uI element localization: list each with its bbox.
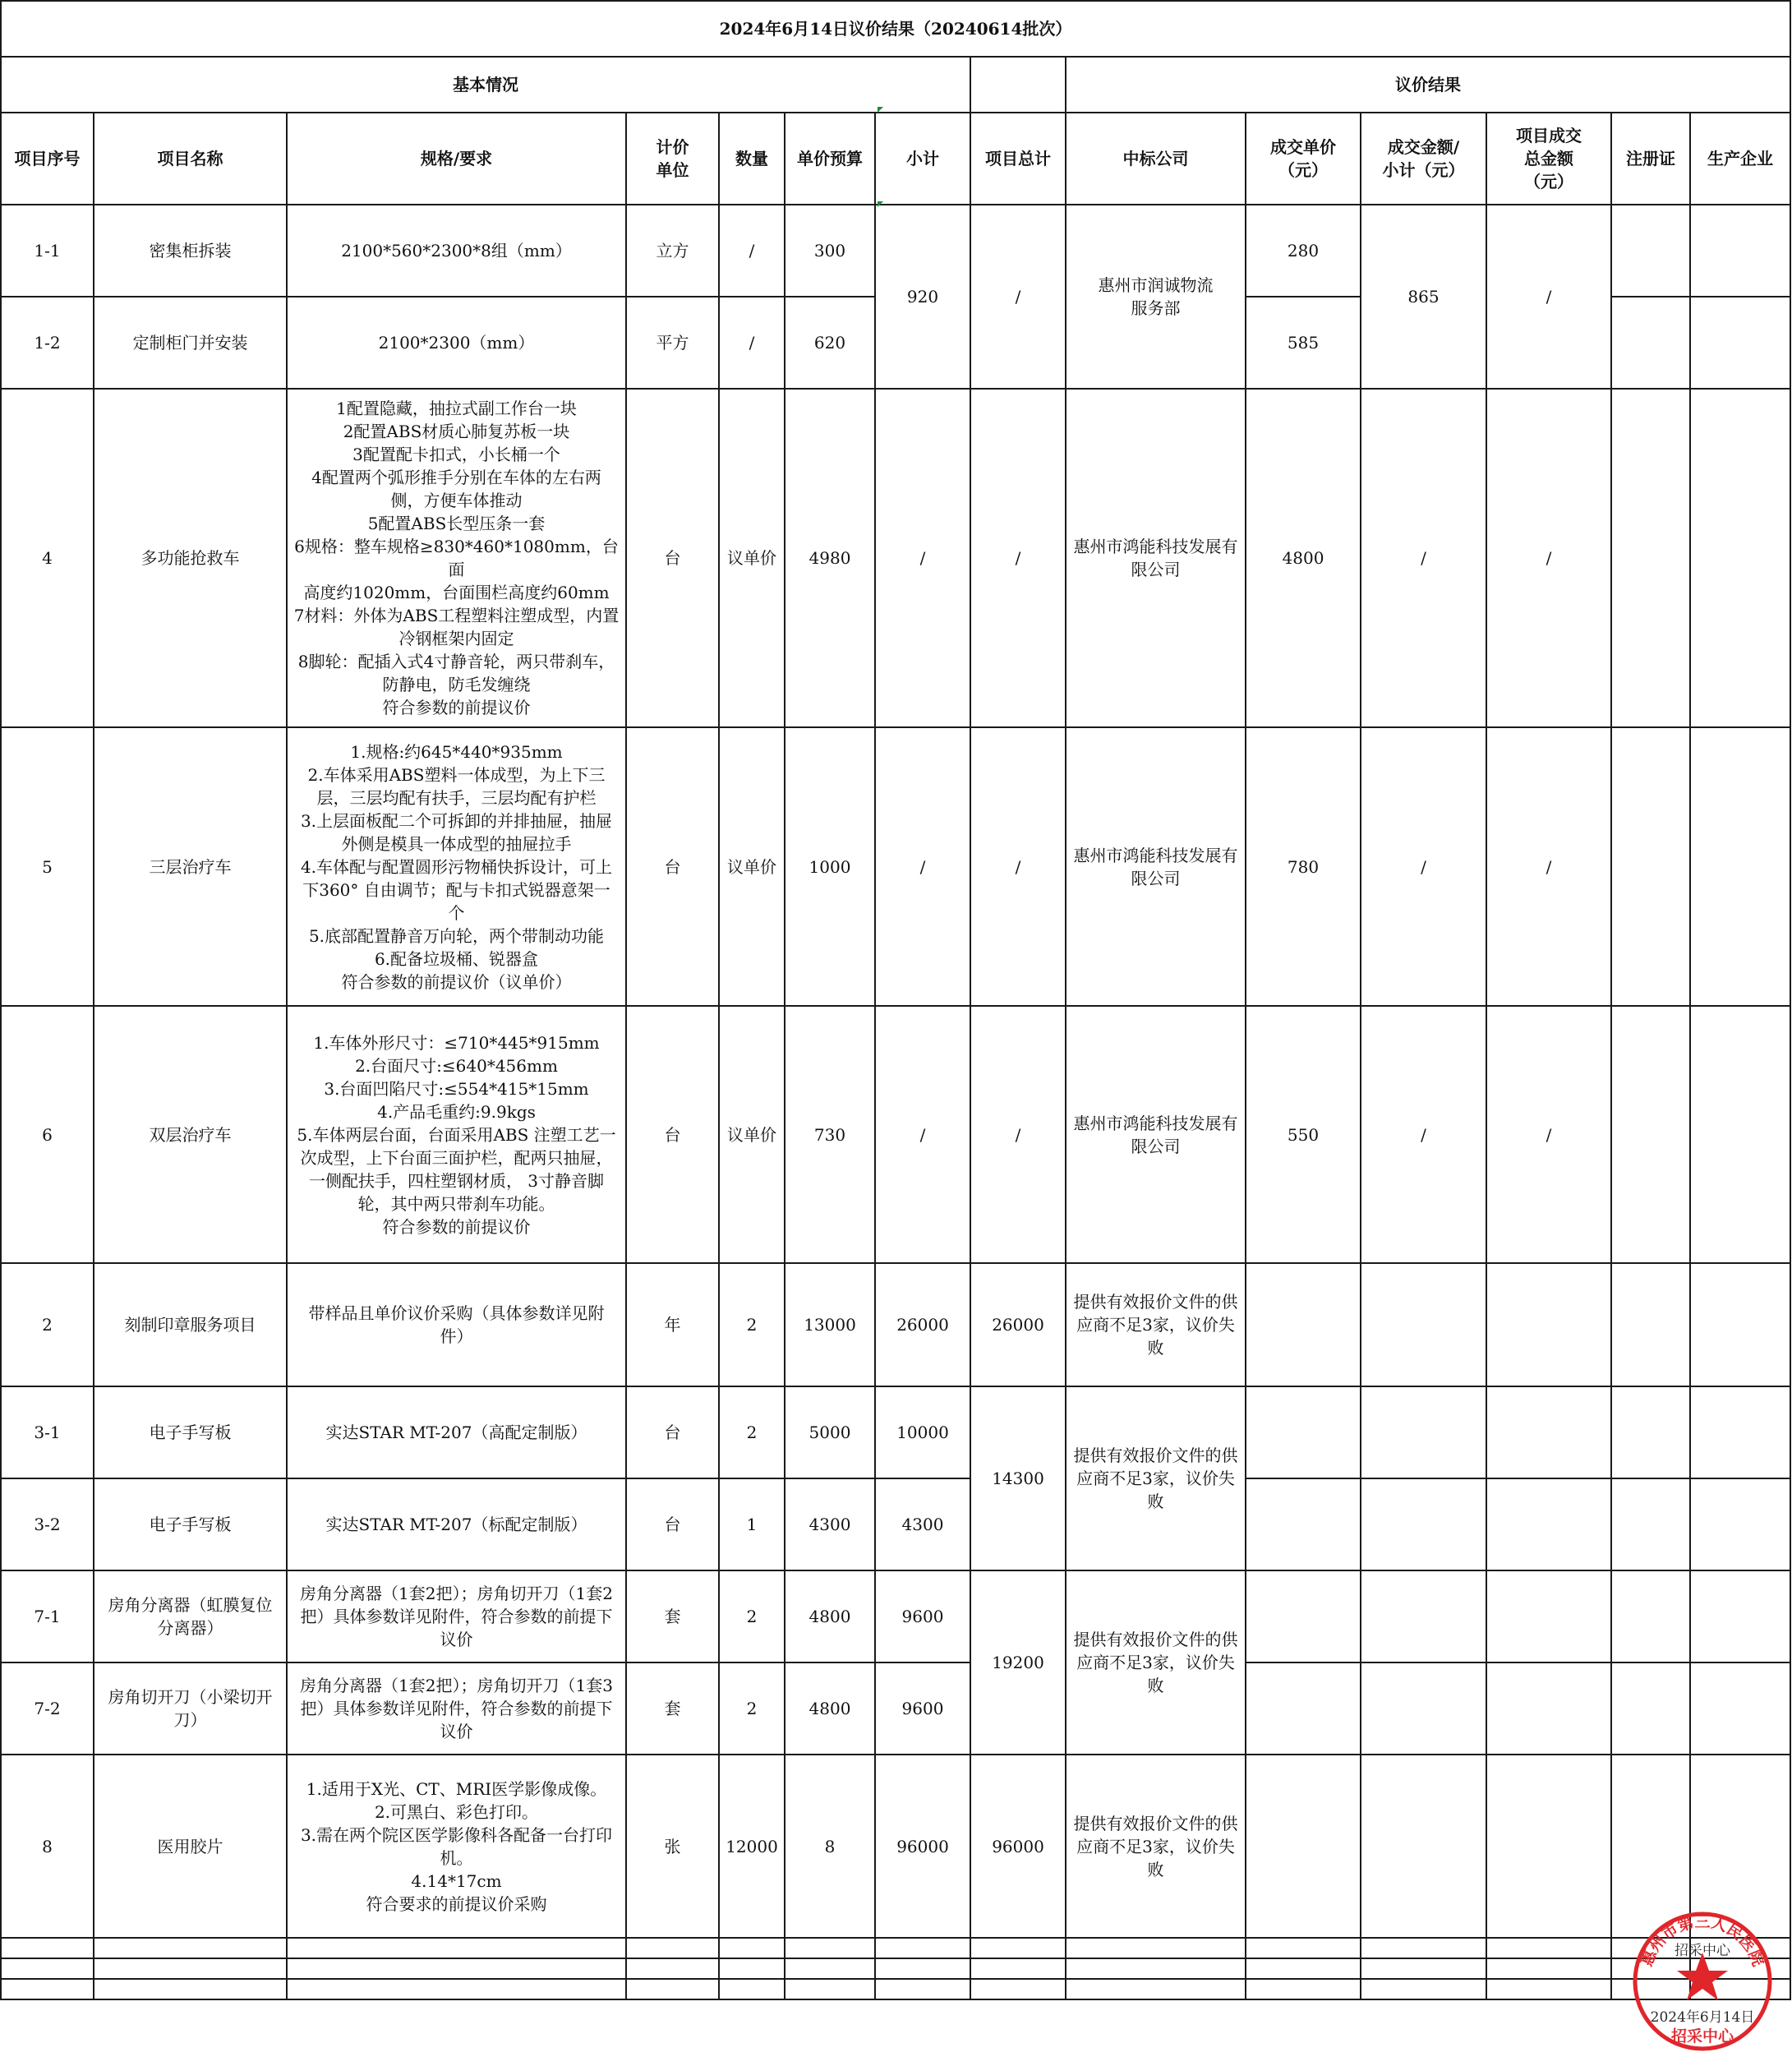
cell-subtotal: 9600 (875, 1570, 970, 1662)
cell-deal-price: 4800 (1246, 389, 1361, 727)
cell-spec: 1.适用于X光、CT、MRI医学影像成像。 2.可黑白、彩色打印。 3.需在两个院区医学影像科各配备一台打印 机。 4.14*17cm 符合要求的前提议价采购 (287, 1755, 626, 1938)
cell-registration (1611, 1006, 1690, 1263)
cell-name: 定制柜门并安装 (94, 297, 287, 389)
header-qty: 数量 (719, 113, 785, 205)
cell-registration (1611, 1386, 1690, 1478)
cell-spec: 1配置隐藏，抽拉式副工作台一块 2配置ABS材质心肺复苏板一块 3配置配卡扣式，小长桶一个 4配置两个弧形推手分别在车体的左右两 侧，方便车体推动 5配置ABS长型压条一套 6规格：整车规格≥830*460*1080mm，台面 高度约1020mm，台面围栏高度约60mm 7材料：外体为ABS工程塑料注塑成型，内置 冷钢框架内固定 8脚轮：配插入式4寸静音轮，两只带刹车， 防静电，防毛发缠绕 符合参数的前提议价 (287, 389, 626, 727)
cell-unit: 立方 (626, 205, 719, 297)
cell-project-deal-total (1486, 1662, 1611, 1755)
cell-registration (1611, 1570, 1690, 1662)
cell-budget: 730 (785, 1006, 875, 1263)
cell-unit: 台 (626, 389, 719, 727)
cell-project-total: 14300 (970, 1386, 1066, 1570)
cell-project-deal-total: / (1486, 1006, 1611, 1263)
cell-deal-price: 550 (1246, 1006, 1361, 1263)
cell-deal-price: 585 (1246, 297, 1361, 389)
cell-spec: 2100*560*2300*8组（mm） (287, 205, 626, 297)
cell-seq: 1-2 (1, 297, 94, 389)
cell-deal-price: 280 (1246, 205, 1361, 297)
header-spec: 规格/要求 (287, 113, 626, 205)
cell-name: 刻制印章服务项目 (94, 1263, 287, 1386)
header-winner: 中标公司 (1066, 113, 1246, 205)
cell-deal-price (1246, 1570, 1361, 1662)
cell-manufacturer (1690, 205, 1790, 297)
header-budget: 单价预算 (785, 113, 875, 205)
cell-seq: 5 (1, 727, 94, 1006)
cell-deal-amount: / (1361, 1006, 1486, 1263)
cell-qty: 2 (719, 1263, 785, 1386)
cell-seq: 1-1 (1, 205, 94, 297)
cell-project-deal-total: / (1486, 389, 1611, 727)
cell-seq: 4 (1, 389, 94, 727)
cell-winner: 惠州市润诚物流 服务部 (1066, 205, 1246, 389)
header-subtotal: 小计 (875, 113, 970, 205)
cell-manufacturer (1690, 297, 1790, 389)
official-seal (1631, 1910, 1774, 2053)
cell-name: 三层治疗车 (94, 727, 287, 1006)
cell-qty: 议单价 (719, 1006, 785, 1263)
cell-project-total: 19200 (970, 1570, 1066, 1755)
cell-budget: 4800 (785, 1662, 875, 1755)
header-name: 项目名称 (94, 113, 287, 205)
cell-project-total: / (970, 389, 1066, 727)
cell-spec: 实达STAR MT-207（高配定制版） (287, 1386, 626, 1478)
cell-winner: 提供有效报价文件的供 应商不足3家，议价失 败 (1066, 1570, 1246, 1755)
cell-budget: 1000 (785, 727, 875, 1006)
cell-deal-amount (1361, 1755, 1486, 1938)
group-bid-result: 议价结果 (1066, 57, 1790, 113)
header-unit: 计价 单位 (626, 113, 719, 205)
cell-deal-amount (1361, 1386, 1486, 1478)
cell-deal-price (1246, 1386, 1361, 1478)
cell-seq: 6 (1, 1006, 94, 1263)
cell-project-deal-total (1486, 1570, 1611, 1662)
cell-spec: 房角分离器（1套2把）；房角切开刀（1套3 把）具体参数详见附件，符合参数的前提下 议价 (287, 1662, 626, 1755)
empty-grid-row (1, 1979, 1790, 1999)
table-row (1, 1662, 1790, 1755)
cell-qty: 议单价 (719, 389, 785, 727)
cell-manufacturer (1690, 389, 1790, 727)
cell-unit: 套 (626, 1662, 719, 1755)
cell-qty: 2 (719, 1570, 785, 1662)
cell-manufacturer (1690, 1570, 1790, 1662)
cell-registration (1611, 389, 1690, 727)
cell-name: 电子手写板 (94, 1386, 287, 1478)
table-row (1, 1006, 1790, 1263)
cell-seq: 3-2 (1, 1478, 94, 1570)
cell-comment-marker (878, 107, 883, 113)
table-row (1, 1386, 1790, 1478)
cell-project-deal-total: / (1486, 727, 1611, 1006)
cell-manufacturer (1690, 727, 1790, 1006)
cell-comment-marker (878, 201, 883, 207)
table-row (1, 1263, 1790, 1386)
cell-project-deal-total (1486, 1263, 1611, 1386)
cell-registration (1611, 727, 1690, 1006)
cell-unit: 套 (626, 1570, 719, 1662)
cell-qty: / (719, 205, 785, 297)
table-row (1, 205, 1790, 297)
cell-deal-amount (1361, 1478, 1486, 1570)
cell-budget: 4800 (785, 1570, 875, 1662)
cell-qty: 议单价 (719, 727, 785, 1006)
cell-registration (1611, 1478, 1690, 1570)
cell-subtotal: / (875, 1006, 970, 1263)
cell-manufacturer (1690, 1263, 1790, 1386)
cell-registration (1611, 205, 1690, 297)
cell-name: 双层治疗车 (94, 1006, 287, 1263)
cell-unit: 台 (626, 1478, 719, 1570)
cell-qty: 2 (719, 1662, 785, 1755)
cell-name: 医用胶片 (94, 1755, 287, 1938)
cell-name: 多功能抢救车 (94, 389, 287, 727)
cell-project-deal-total: / (1486, 205, 1611, 389)
cell-qty: 12000 (719, 1755, 785, 1938)
cell-manufacturer (1690, 1662, 1790, 1755)
sheet-title: 2024年6月14日议价结果（20240614批次） (1, 1, 1790, 57)
cell-winner: 提供有效报价文件的供 应商不足3家，议价失 败 (1066, 1263, 1246, 1386)
group-basic-info: 基本情况 (1, 57, 970, 113)
header-seq: 项目序号 (1, 113, 94, 205)
cell-budget: 13000 (785, 1263, 875, 1386)
empty-grid-row (1, 1958, 1790, 1979)
table-row (1, 1478, 1790, 1570)
seal-date-text: 2024年6月14日 (1650, 2009, 1755, 2026)
table-row (1, 389, 1790, 727)
cell-spec: 2100*2300（mm） (287, 297, 626, 389)
cell-project-total: / (970, 205, 1066, 389)
header-project-deal-total: 项目成交 总金额 （元） (1486, 113, 1611, 205)
cell-deal-amount (1361, 1570, 1486, 1662)
cell-registration (1611, 1263, 1690, 1386)
seal-org-text: 惠州市第三人民医院 (1638, 1912, 1767, 1969)
cell-seq: 2 (1, 1263, 94, 1386)
cell-name: 房角分离器（虹膜复位 分离器） (94, 1570, 287, 1662)
cell-project-total: / (970, 727, 1066, 1006)
cell-unit: 台 (626, 1006, 719, 1263)
cell-subtotal: 26000 (875, 1263, 970, 1386)
cell-registration (1611, 297, 1690, 389)
cell-winner: 惠州市鸿能科技发展有 限公司 (1066, 389, 1246, 727)
cell-subtotal: 4300 (875, 1478, 970, 1570)
cell-project-deal-total (1486, 1386, 1611, 1478)
cell-unit: 张 (626, 1755, 719, 1938)
cell-subtotal: 96000 (875, 1755, 970, 1938)
cell-deal-amount: / (1361, 389, 1486, 727)
cell-spec: 1.规格:约645*440*935mm 2.车体采用ABS塑料一体成型，为上下三 层，三层均配有扶手，三层均配有护栏 3.上层面板配二个可拆卸的并排抽屉，抽屉 外侧是模具一体成型的抽屉拉手 4.车体配与配置圆形污物桶快拆设计，可上 下360° 自由调节；配与卡扣式锐器意架一 个 5.底部配置静音万向轮，两个带制动功能 6.配备垃圾桶、锐器盒 符合参数的前提议价（议单价） (287, 727, 626, 1006)
cell-seq: 7-2 (1, 1662, 94, 1755)
cell-budget: 4300 (785, 1478, 875, 1570)
cell-deal-amount (1361, 1263, 1486, 1386)
cell-budget: 620 (785, 297, 875, 389)
cell-manufacturer (1690, 1386, 1790, 1478)
cell-project-total: / (970, 1006, 1066, 1263)
cell-unit: 年 (626, 1263, 719, 1386)
cell-deal-price (1246, 1662, 1361, 1755)
cell-seq: 7-1 (1, 1570, 94, 1662)
cell-seq: 8 (1, 1755, 94, 1938)
cell-deal-amount (1361, 1662, 1486, 1755)
cell-spec: 1.车体外形尺寸：≤710*445*915mm 2.台面尺寸:≤640*456mm 3.台面凹陷尺寸:≤554*415*15mm 4.产品毛重约:9.9kgs 5.车体两层台面，台面采用ABS 注塑工艺一 次成型，上下台面三面护栏，配两只抽屉， 一侧配扶手，四柱塑钢材质， 3寸静音脚 轮，其中两只带刹车功能。 符合参数的前提议价 (287, 1006, 626, 1263)
seal-dept-text: 招采中心 (1675, 1943, 1730, 1959)
header-manufacturer: 生产企业 (1690, 113, 1790, 205)
cell-unit: 台 (626, 1386, 719, 1478)
cell-seq: 3-1 (1, 1386, 94, 1478)
cell-budget: 8 (785, 1755, 875, 1938)
cell-winner: 惠州市鸿能科技发展有 限公司 (1066, 1006, 1246, 1263)
cell-project-deal-total (1486, 1755, 1611, 1938)
table-row (1, 727, 1790, 1006)
cell-qty: 1 (719, 1478, 785, 1570)
cell-subtotal: 9600 (875, 1662, 970, 1755)
cell-subtotal: / (875, 727, 970, 1006)
cell-subtotal: 10000 (875, 1386, 970, 1478)
cell-budget: 5000 (785, 1386, 875, 1478)
cell-name: 密集柜拆装 (94, 205, 287, 297)
cell-winner: 惠州市鸿能科技发展有 限公司 (1066, 727, 1246, 1006)
cell-budget: 4980 (785, 389, 875, 727)
cell-spec: 房角分离器（1套2把）；房角切开刀（1套2 把）具体参数详见附件，符合参数的前提下 议价 (287, 1570, 626, 1662)
cell-unit: 台 (626, 727, 719, 1006)
cell-registration (1611, 1662, 1690, 1755)
cell-name: 房角切开刀（小梁切开 刀） (94, 1662, 287, 1755)
cell-subtotal: 920 (875, 205, 970, 389)
seal-star-icon (1677, 1953, 1728, 2000)
cell-spec: 实达STAR MT-207（标配定制版） (287, 1478, 626, 1570)
table-row (1, 1755, 1790, 1938)
empty-grid-row (1, 1938, 1790, 1958)
cell-deal-amount: 865 (1361, 205, 1486, 389)
seal-sign-text: 招采中心 (1670, 2027, 1734, 2045)
cell-project-total: 26000 (970, 1263, 1066, 1386)
cell-deal-amount: / (1361, 727, 1486, 1006)
header-registration: 注册证 (1611, 113, 1690, 205)
header-project-total: 项目总计 (970, 113, 1066, 205)
cell-qty: / (719, 297, 785, 389)
cell-project-total: 96000 (970, 1755, 1066, 1938)
header-deal-price: 成交单价 （元） (1246, 113, 1361, 205)
cell-budget: 300 (785, 205, 875, 297)
group-spacer (970, 57, 1066, 113)
cell-unit: 平方 (626, 297, 719, 389)
table-row (1, 1570, 1790, 1662)
cell-name: 电子手写板 (94, 1478, 287, 1570)
cell-qty: 2 (719, 1386, 785, 1478)
cell-manufacturer (1690, 1006, 1790, 1263)
cell-manufacturer (1690, 1478, 1790, 1570)
cell-deal-price (1246, 1755, 1361, 1938)
cell-spec: 带样品且单价议价采购（具体参数详见附 件） (287, 1263, 626, 1386)
cell-deal-price (1246, 1478, 1361, 1570)
cell-winner: 提供有效报价文件的供 应商不足3家，议价失 败 (1066, 1755, 1246, 1938)
cell-deal-price: 780 (1246, 727, 1361, 1006)
cell-winner: 提供有效报价文件的供 应商不足3家，议价失 败 (1066, 1386, 1246, 1570)
cell-project-deal-total (1486, 1478, 1611, 1570)
cell-deal-price (1246, 1263, 1361, 1386)
header-deal-amount: 成交金额/ 小计（元） (1361, 113, 1486, 205)
cell-subtotal: / (875, 389, 970, 727)
